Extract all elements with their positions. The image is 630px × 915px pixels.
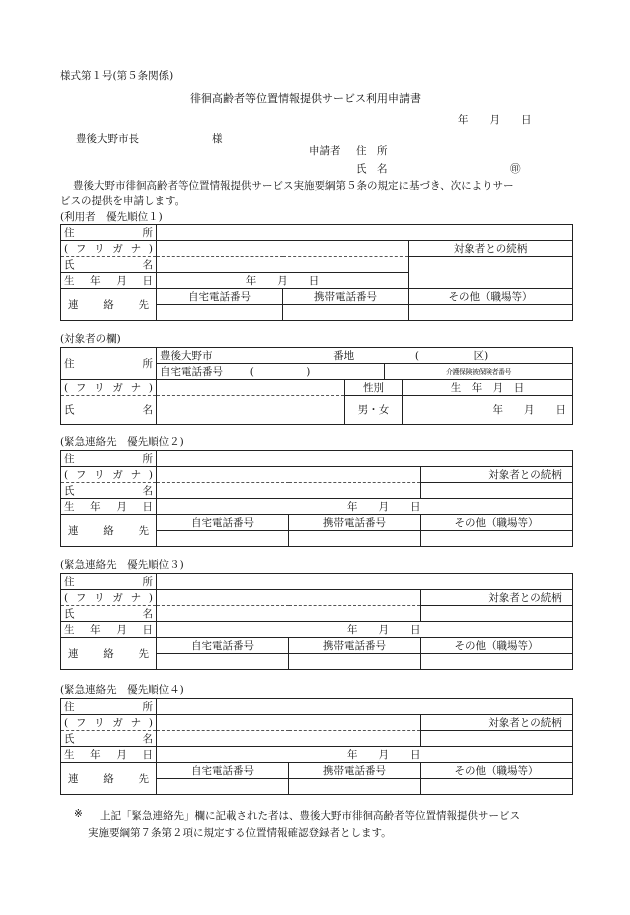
note-mark: ※ — [74, 808, 83, 820]
emergency-home-phone-label: 自宅電話番号 — [157, 515, 289, 531]
emergency-birth-label: 生 年 月 日 — [61, 499, 157, 515]
emergency-address-label: 住 所 — [61, 699, 157, 715]
target-sex-field[interactable]: 男・女 — [345, 396, 403, 425]
body-text-line1: 豊後大野市徘徊高齢者等位置情報提供サービス実施要綱第５条の規定に基づき、次によりサー — [73, 180, 514, 192]
emergency-address-field[interactable] — [157, 574, 573, 590]
emergency-name-label: 氏 名 — [61, 483, 157, 499]
emergency-relation-label: 対象者との続柄 — [421, 467, 573, 483]
user-birth-label: 生 年 月 日 — [61, 273, 157, 289]
emergency-furigana-label: ( フ リ ガ ナ ) — [61, 715, 157, 731]
target-banchi: 番地 — [333, 349, 355, 362]
emergency-table-4 — [60, 698, 573, 795]
emergency-home-phone-field[interactable] — [157, 531, 289, 547]
form-number: 様式第１号(第５条関係) — [60, 70, 174, 82]
emergency-relation-label: 対象者との続柄 — [421, 590, 573, 606]
user-furigana-label: ( フ リ ガ ナ ) — [61, 241, 157, 257]
emergency-contact-label: 連 絡 先 — [61, 515, 157, 547]
target-city: 豊後大野市 — [160, 349, 213, 362]
emergency-relation-field[interactable] — [421, 483, 573, 499]
emergency-mobile-phone-label: 携帯電話番号 — [289, 763, 421, 779]
emergency-other-label: その他（職場等） — [421, 763, 573, 779]
emergency-address-label: 住 所 — [61, 451, 157, 467]
target-name-field[interactable] — [157, 396, 345, 425]
emergency-mobile-phone-label: 携帯電話番号 — [289, 638, 421, 654]
emergency-address-label: 住 所 — [61, 574, 157, 590]
emergency-mobile-phone-label: 携帯電話番号 — [289, 515, 421, 531]
note-line1: 上記「緊急連絡先」欄に記載された者は、豊後大野市徘徊高齢者等位置情報提供サービス — [100, 810, 520, 822]
user-relation-label: 対象者との続柄 — [409, 241, 573, 257]
emergency-address-field[interactable] — [157, 451, 573, 467]
emergency-name-label: 氏 名 — [61, 606, 157, 622]
user-table — [60, 224, 573, 321]
user-furigana-field[interactable] — [157, 241, 409, 257]
user-mobile-phone-field[interactable] — [283, 305, 409, 321]
emergency-name-field[interactable] — [157, 606, 421, 622]
emergency-heading-3: (緊急連絡先 優先順位３) — [60, 559, 184, 571]
target-home-phone-field[interactable] — [157, 364, 385, 380]
emergency-other-label: その他（職場等） — [421, 638, 573, 654]
emergency-relation-label: 対象者との続柄 — [421, 715, 573, 731]
user-address-label: 住 所 — [61, 225, 157, 241]
target-furigana-field[interactable] — [157, 380, 345, 396]
emergency-birth-label: 生 年 月 日 — [61, 622, 157, 638]
user-relation-field[interactable] — [409, 257, 573, 289]
user-name-label: 氏 名 — [61, 257, 157, 273]
emergency-home-phone-field[interactable] — [157, 654, 289, 670]
emergency-name-field[interactable] — [157, 483, 421, 499]
emergency-other-field[interactable] — [421, 531, 573, 547]
seal-mark: ㊞ — [510, 163, 521, 175]
emergency-home-phone-label: 自宅電話番号 — [157, 763, 289, 779]
emergency-furigana-field[interactable] — [157, 467, 421, 483]
note-line2: 実施要綱第７条第２項に規定する位置情報確認登録者とします。 — [88, 827, 392, 839]
target-paren-open: ( — [414, 349, 419, 362]
target-birth-label: 生 年 月 日 — [403, 380, 573, 396]
emergency-mobile-phone-field[interactable] — [289, 531, 421, 547]
applicant-label: 申請者 — [309, 145, 341, 157]
user-address-field[interactable] — [157, 225, 573, 241]
emergency-name-field[interactable] — [157, 731, 421, 747]
applicant-name-label: 氏 名 — [356, 163, 388, 175]
emergency-contact-label: 連 絡 先 — [61, 638, 157, 670]
target-ku: 区) — [473, 349, 489, 362]
emergency-relation-field[interactable] — [421, 731, 573, 747]
target-address-field[interactable] — [157, 348, 573, 364]
emergency-other-label: その他（職場等） — [421, 515, 573, 531]
emergency-mobile-phone-field[interactable] — [289, 779, 421, 795]
emergency-contact-label: 連 絡 先 — [61, 763, 157, 795]
emergency-other-field[interactable] — [421, 779, 573, 795]
form-title: 徘徊高齢者等位置情報提供サービス利用申請書 — [190, 92, 421, 105]
target-care-number-label: 介護保険被保険者番号 — [385, 364, 573, 380]
emergency-home-phone-label: 自宅電話番号 — [157, 638, 289, 654]
target-home-phone-label: 自宅電話番号 — [160, 365, 223, 378]
user-mobile-phone-label: 携帯電話番号 — [283, 289, 409, 305]
user-section-heading: (利用者 優先順位１) — [60, 211, 163, 223]
emergency-furigana-label: ( フ リ ガ ナ ) — [61, 467, 157, 483]
target-birth-field[interactable]: 年 月 日 — [403, 396, 573, 425]
addressee: 豊後大野市長 — [76, 133, 139, 145]
applicant-address-label: 住 所 — [356, 145, 388, 157]
emergency-furigana-field[interactable] — [157, 590, 421, 606]
emergency-birth-field[interactable]: 年 月 日 — [157, 622, 573, 638]
target-table — [60, 347, 573, 425]
emergency-furigana-label: ( フ リ ガ ナ ) — [61, 590, 157, 606]
emergency-mobile-phone-field[interactable] — [289, 654, 421, 670]
target-phone-parens: ( ) — [249, 365, 311, 378]
emergency-relation-field[interactable] — [421, 606, 573, 622]
target-address-label: 住 所 — [61, 348, 157, 380]
user-home-phone-field[interactable] — [157, 305, 283, 321]
emergency-heading-2: (緊急連絡先 優先順位２) — [60, 436, 184, 448]
user-other-label: その他（職場等） — [409, 289, 573, 305]
emergency-furigana-field[interactable] — [157, 715, 421, 731]
emergency-other-field[interactable] — [421, 654, 573, 670]
emergency-table-3 — [60, 573, 573, 670]
emergency-table-2 — [60, 450, 573, 547]
emergency-name-label: 氏 名 — [61, 731, 157, 747]
emergency-birth-field[interactable]: 年 月 日 — [157, 499, 573, 515]
user-home-phone-label: 自宅電話番号 — [157, 289, 283, 305]
date-line[interactable]: 年 月 日 — [458, 114, 532, 126]
honorific: 様 — [212, 133, 223, 145]
emergency-birth-field[interactable]: 年 月 日 — [157, 747, 573, 763]
target-section-heading: (対象者の欄) — [60, 333, 121, 345]
emergency-home-phone-field[interactable] — [157, 779, 289, 795]
user-name-field[interactable] — [157, 257, 409, 273]
emergency-heading-4: (緊急連絡先 優先順位４) — [60, 684, 184, 696]
target-sex-label: 性別 — [345, 380, 403, 396]
target-name-label: 氏 名 — [61, 396, 157, 425]
target-furigana-label: ( フ リ ガ ナ ) — [61, 380, 157, 396]
user-contact-label: 連 絡 先 — [61, 289, 157, 321]
body-text-line2: ビスの提供を申請します。 — [60, 195, 186, 207]
emergency-birth-label: 生 年 月 日 — [61, 747, 157, 763]
emergency-address-field[interactable] — [157, 699, 573, 715]
user-birth-field[interactable]: 年 月 日 — [157, 273, 409, 289]
user-other-field[interactable] — [409, 305, 573, 321]
